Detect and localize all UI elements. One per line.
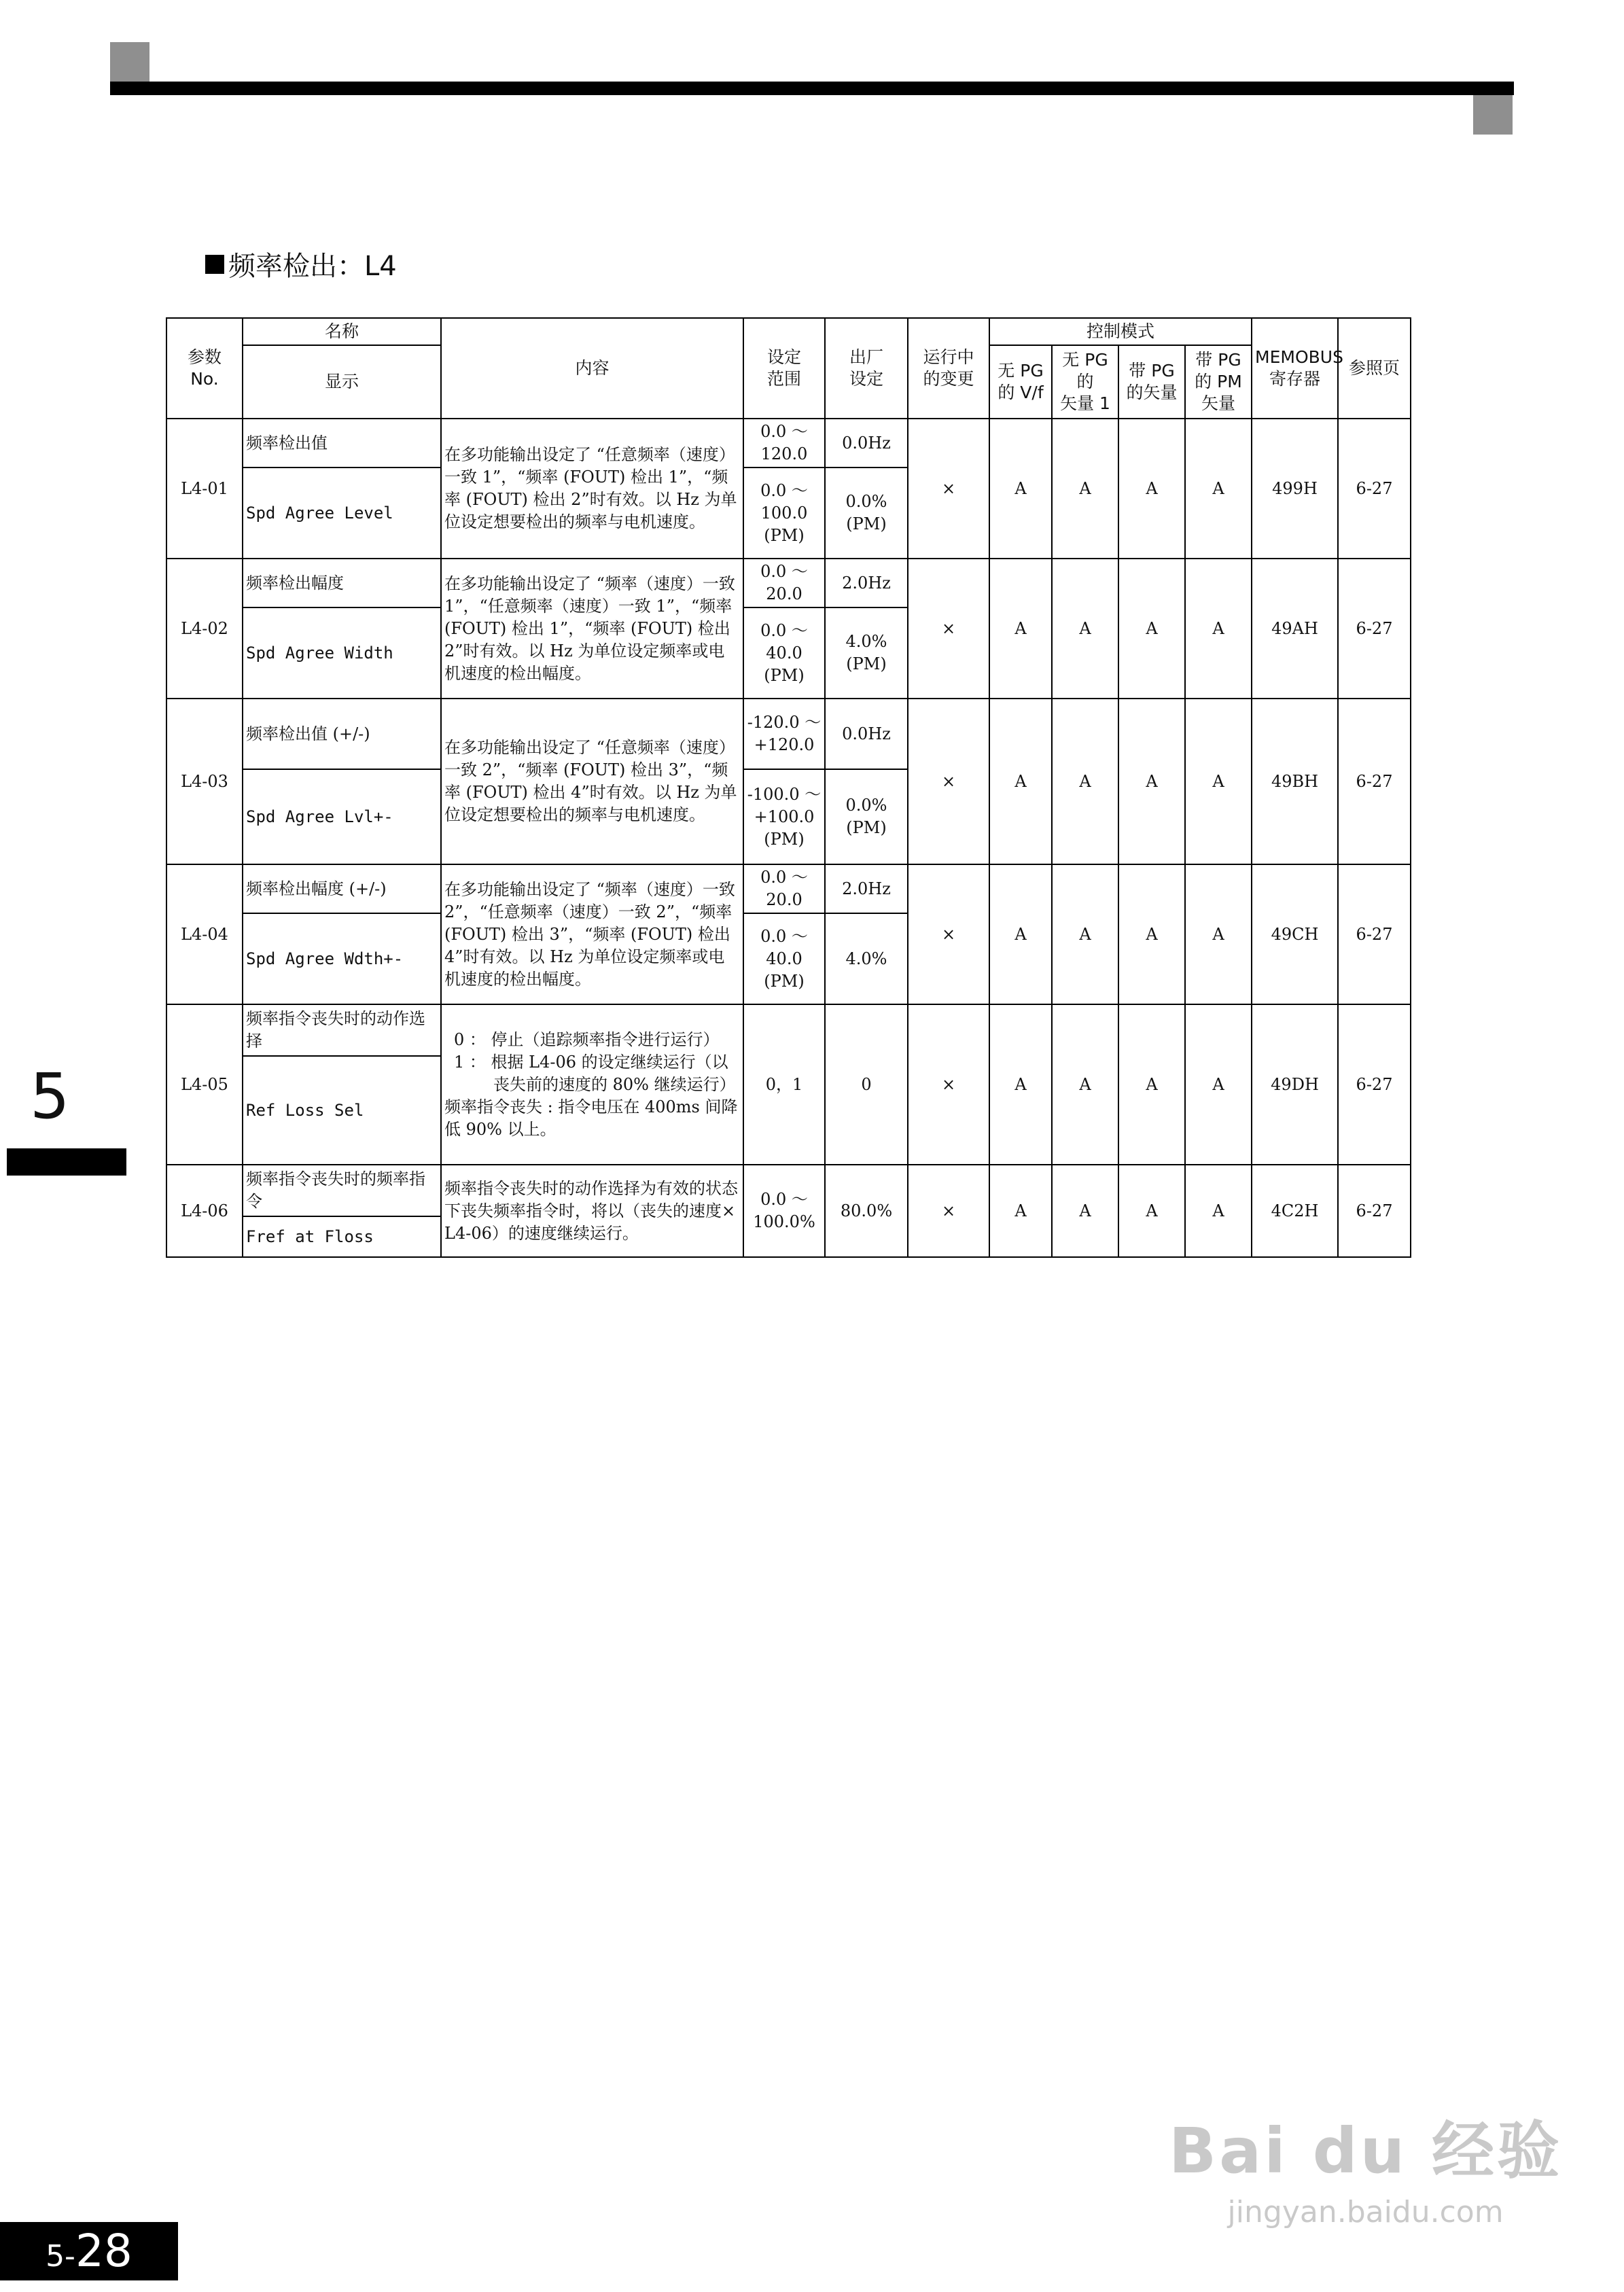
param-memobus: 499H xyxy=(1252,419,1338,559)
header-content: 内容 xyxy=(441,318,743,419)
param-mode-pm-vector: A xyxy=(1185,1165,1252,1257)
note-line: 频率指令丧失 : 指令电压在 400ms 间降低 90% 以上。 xyxy=(444,1097,738,1139)
param-mode-pg-vector: A xyxy=(1118,864,1185,1004)
section-title-text: 频率检出：L4 xyxy=(228,251,397,282)
page-number: 28 xyxy=(75,2225,133,2277)
param-no: L4-06 xyxy=(166,1165,243,1257)
corner-square-right xyxy=(1473,95,1513,135)
param-change: × xyxy=(908,419,989,559)
param-mode-vector1: A xyxy=(1052,864,1118,1004)
param-memobus: 4C2H xyxy=(1252,1165,1338,1257)
param-change: × xyxy=(908,559,989,699)
param-range-pm: -100.0 ～ +100.0 (PM) xyxy=(743,769,825,864)
param-factory: 80.0% xyxy=(825,1165,908,1257)
option-0-line: 0 ： 停止（追踪频率指令进行运行） xyxy=(454,1029,720,1049)
header-mode-vf: 无 PG 的 V/f xyxy=(989,345,1052,419)
param-memobus: 49DH xyxy=(1252,1004,1338,1165)
section-title xyxy=(205,245,397,283)
param-name: 频率指令丧失时的动作选择 xyxy=(243,1004,441,1056)
param-mode-vf: A xyxy=(989,699,1052,864)
param-ref-page: 6-27 xyxy=(1338,1004,1411,1165)
param-range: 0，1 xyxy=(743,1004,825,1165)
param-content: 在多功能输出设定了 “任意频率（速度）一致 2”，“频率 (FOUT) 检出 3”，“频率 (FOUT) 检出 4”时有效。以 Hz 为单位设定想要检出的频率与电机速度。 xyxy=(441,699,743,864)
param-display: Spd Agree Wdth+- xyxy=(243,913,441,1004)
table-row xyxy=(166,699,1411,769)
param-factory-pm: 4.0% (PM) xyxy=(825,607,908,699)
page-number-prefix: 5- xyxy=(46,2239,75,2274)
param-name: 频率检出幅度 (+/-) xyxy=(243,864,441,913)
param-name: 频率检出值 xyxy=(243,419,441,468)
watermark-url: jingyan.baidu.com xyxy=(1227,2195,1504,2229)
table-row xyxy=(166,419,1411,468)
param-display: Ref Loss Sel xyxy=(243,1056,441,1165)
param-ref-page: 6-27 xyxy=(1338,419,1411,559)
param-factory: 2.0Hz xyxy=(825,559,908,607)
param-mode-vector1: A xyxy=(1052,1004,1118,1165)
param-mode-pm-vector: A xyxy=(1185,419,1252,559)
option-1-line: 1 ： 根据 L4-06 的设定继续运行（以丧失前的速度的 80% 继续运行） xyxy=(454,1052,736,1094)
param-mode-pg-vector: A xyxy=(1118,1165,1185,1257)
param-mode-pm-vector: A xyxy=(1185,699,1252,864)
page-number-box xyxy=(0,2222,178,2280)
table-row xyxy=(166,559,1411,607)
param-change: × xyxy=(908,864,989,1004)
param-name: 频率检出幅度 xyxy=(243,559,441,607)
param-factory: 0.0Hz xyxy=(825,699,908,769)
param-display: Spd Agree Level xyxy=(243,468,441,559)
param-ref-page: 6-27 xyxy=(1338,699,1411,864)
param-mode-vf: A xyxy=(989,559,1052,699)
param-no: L4-01 xyxy=(166,419,243,559)
header-mode-vector1: 无 PG 的 矢量 1 xyxy=(1052,345,1118,419)
param-range: 0.0 ～ 120.0 xyxy=(743,419,825,468)
param-mode-pm-vector: A xyxy=(1185,559,1252,699)
chapter-tab-bar xyxy=(7,1148,126,1176)
param-mode-pm-vector: A xyxy=(1185,864,1252,1004)
param-factory-pm: 4.0% xyxy=(825,913,908,1004)
param-no: L4-02 xyxy=(166,559,243,699)
param-mode-vf: A xyxy=(989,1004,1052,1165)
param-mode-pg-vector: A xyxy=(1118,699,1185,864)
corner-square-left xyxy=(110,42,149,82)
param-no: L4-03 xyxy=(166,699,243,864)
param-mode-vector1: A xyxy=(1052,699,1118,864)
watermark-logo: Bai du 经验 xyxy=(1169,2115,1563,2187)
chapter-number: 5 xyxy=(30,1060,70,1133)
header-name: 名称 xyxy=(243,318,441,345)
param-memobus: 49CH xyxy=(1252,864,1338,1004)
param-display: Spd Agree Width xyxy=(243,607,441,699)
param-content: 在多功能输出设定了 “任意频率（速度）一致 1”，“频率 (FOUT) 检出 1”，“频率 (FOUT) 检出 2”时有效。以 Hz 为单位设定想要检出的频率与电机速度。 xyxy=(441,419,743,559)
header-change-during-run: 运行中 的变更 xyxy=(908,318,989,419)
header-display: 显示 xyxy=(243,345,441,419)
param-mode-vector1: A xyxy=(1052,1165,1118,1257)
param-display: Fref at Floss xyxy=(243,1216,441,1257)
param-content: 在多功能输出设定了 “频率（速度）一致 1”，“任意频率（速度）一致 1”，“频率 (FOUT) 检出 1”，“频率 (FOUT) 检出 2”时有效。以 Hz 为单位设定频率或电机速度的检出幅度。 xyxy=(441,559,743,699)
header-param-no: 参数 No. xyxy=(166,318,243,419)
table-row xyxy=(166,1165,1411,1216)
param-mode-vf: A xyxy=(989,419,1052,559)
param-mode-pg-vector: A xyxy=(1118,559,1185,699)
table-row xyxy=(166,1004,1411,1056)
parameter-table xyxy=(166,317,1411,1258)
param-name: 频率检出值 (+/-) xyxy=(243,699,441,769)
param-range-pm: 0.0 ～ 40.0 (PM) xyxy=(743,607,825,699)
param-range-pm: 0.0 ～ 40.0 (PM) xyxy=(743,913,825,1004)
param-factory: 0 xyxy=(825,1004,908,1165)
param-factory-pm: 0.0% (PM) xyxy=(825,468,908,559)
param-no: L4-05 xyxy=(166,1004,243,1165)
header-factory: 出厂 设定 xyxy=(825,318,908,419)
table-row xyxy=(166,864,1411,913)
param-mode-vector1: A xyxy=(1052,419,1118,559)
param-range: 0.0 ～ 20.0 xyxy=(743,864,825,913)
param-change: × xyxy=(908,1165,989,1257)
param-mode-vector1: A xyxy=(1052,559,1118,699)
param-range: -120.0 ～ +120.0 xyxy=(743,699,825,769)
param-mode-pm-vector: A xyxy=(1185,1004,1252,1165)
square-bullet-icon xyxy=(205,255,224,274)
param-range-pm: 0.0 ～ 100.0 (PM) xyxy=(743,468,825,559)
param-ref-page: 6-27 xyxy=(1338,559,1411,699)
param-content: 频率指令丧失时的动作选择为有效的状态下丧失频率指令时，将以（丧失的速度× L4-06）的速度继续运行。 xyxy=(441,1165,743,1257)
param-display: Spd Agree Lvl+- xyxy=(243,769,441,864)
param-mode-pg-vector: A xyxy=(1118,419,1185,559)
param-range: 0.0 ～ 100.0% xyxy=(743,1165,825,1257)
param-content: 在多功能输出设定了 “频率（速度）一致 2”，“任意频率（速度）一致 2”，“频率 (FOUT) 检出 3”，“频率 (FOUT) 检出 4”时有效。以 Hz 为单位设定频率或电机速度的检出幅度。 xyxy=(441,864,743,1004)
header-ref-page: 参照页 xyxy=(1338,318,1411,419)
header-control-mode: 控制模式 xyxy=(989,318,1252,345)
param-range: 0.0 ～ 20.0 xyxy=(743,559,825,607)
param-change: × xyxy=(908,1004,989,1165)
header-mode-pm-vector: 带 PG 的 PM 矢量 xyxy=(1185,345,1252,419)
param-ref-page: 6-27 xyxy=(1338,864,1411,1004)
param-mode-vf: A xyxy=(989,864,1052,1004)
header-rule xyxy=(110,82,1514,95)
param-factory-pm: 0.0% (PM) xyxy=(825,769,908,864)
header-range: 设定 范围 xyxy=(743,318,825,419)
param-memobus: 49AH xyxy=(1252,559,1338,699)
param-name: 频率指令丧失时的频率指令 xyxy=(243,1165,441,1216)
header-memobus: MEMOBUS 寄存器 xyxy=(1252,318,1338,419)
param-factory: 0.0Hz xyxy=(825,419,908,468)
baidu-jingyan-watermark xyxy=(1169,2115,1563,2229)
param-content xyxy=(441,1004,743,1165)
param-mode-pg-vector: A xyxy=(1118,1004,1185,1165)
header-mode-pg-vector: 带 PG 的矢量 xyxy=(1118,345,1185,419)
param-memobus: 49BH xyxy=(1252,699,1338,864)
param-no: L4-04 xyxy=(166,864,243,1004)
param-factory: 2.0Hz xyxy=(825,864,908,913)
param-change: × xyxy=(908,699,989,864)
param-mode-vf: A xyxy=(989,1165,1052,1257)
param-ref-page: 6-27 xyxy=(1338,1165,1411,1257)
